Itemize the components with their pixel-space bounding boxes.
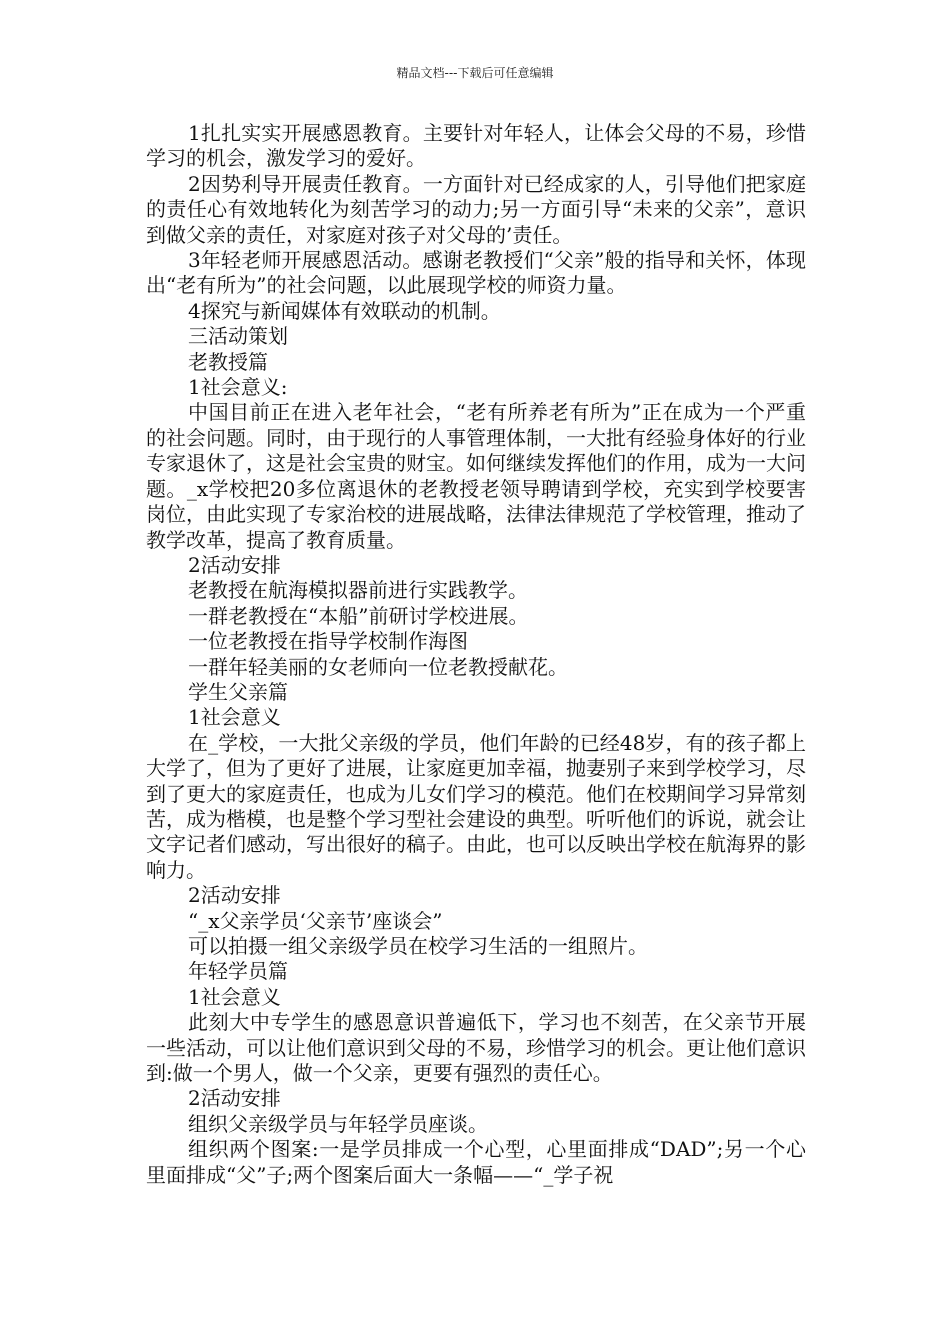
paragraph-2: 2因势利导开展责任教育。一方面针对已经成家的人，引导他们把家庭的责任心有效地转化为刻苦学习的动力;另一方面引导“未来的父亲”，意识到做父亲的责任，对家庭对孩子对父母的’责任。 [146, 171, 806, 247]
paragraph-body: 此刻大中专学生的感恩意识普遍低下，学习也不刻苦，在父亲节开展一些活动，可以让他们意识到父母的不易，珍惜学习的机会。更让他们意识到:做一个男人，做一个父亲，更要有强烈的责任心。 [146, 1010, 806, 1086]
item-heading: 2活动安排 [188, 552, 281, 577]
item-heading: 2活动安排 [188, 883, 281, 908]
subsection-heading: 老教授篇 [188, 349, 268, 374]
document-body [146, 121, 806, 1188]
item-heading: 1社会意义: [188, 375, 288, 400]
list-item: 老教授在航海模拟器前进行实践教学。 [188, 578, 528, 603]
list-item: 一群年轻美丽的女老师向一位老教授献花。 [188, 654, 568, 679]
section-heading: 三活动策划 [188, 324, 288, 349]
list-item: 一群老教授在“本船”前研讨学校进展。 [188, 603, 529, 628]
paragraph-body: 组织两个图案:一是学员排成一个心型，心里面排成“DAD”;另一个心里面排成“父”子;两个图案后面大一条幅——“_学子祝 [146, 1137, 806, 1187]
paragraph-body: 中国目前正在进入老年社会，“老有所养老有所为”正在成为一个严重的社会问题。同时，由于现行的人事管理体制，一大批有经验身体好的行业专家退休了，这是社会宝贵的财宝。如何继续发挥他们的作用，成为一大问题。_x学校把20多位离退休的老教授老领导聘请到学校，充实到学校要害岗位，由此实现了专家治校的进展战略，法律法律规范了学校管理，推动了教学改革，提高了教育质量。 [146, 400, 806, 552]
list-item: 可以拍摄一组父亲级学员在校学习生活的一组照片。 [188, 934, 648, 958]
list-item: 组织父亲级学员与年轻学员座谈。 [188, 1111, 488, 1136]
list-item: 一位老教授在指导学校制作海图 [188, 629, 468, 654]
list-item: “_x父亲学员‘父亲节’座谈会” [188, 908, 443, 933]
paragraph-body: 在_学校，一大批父亲级的学员，他们年龄的已经48岁，有的孩子都上大学了，但为了更好了进展，让家庭更加幸福，抛妻别子来到学校学习，尽到了更大的家庭责任，也成为儿女们学习的模范。他们在校期间学习异常刻苦，成为楷模，也是整个学习型社会建设的典型。听听他们的诉说，就会让文字记者们感动，写出很好的稿子。由此，也可以反映出学校在航海界的影响力。 [146, 730, 806, 882]
item-heading: 2活动安排 [188, 1086, 281, 1111]
paragraph-3: 3年轻老师开展感恩活动。感谢老教授们“父亲”般的指导和关怀，体现出“老有所为”的社会问题，以此展现学校的师资力量。 [146, 248, 806, 298]
subsection-heading: 年轻学员篇 [188, 959, 288, 984]
paragraph-1: 1扎扎实实开展感恩教育。主要针对年轻人，让体会父母的不易，珍惜学习的机会，激发学习的爱好。 [146, 121, 806, 171]
paragraph-4: 4探究与新闻媒体有效联动的机制。 [188, 298, 501, 323]
item-heading: 1社会意义 [188, 705, 281, 730]
subsection-heading: 学生父亲篇 [188, 679, 288, 704]
item-heading: 1社会意义 [188, 984, 281, 1009]
page-header: 精品文档---下载后可任意编辑 [396, 66, 554, 80]
